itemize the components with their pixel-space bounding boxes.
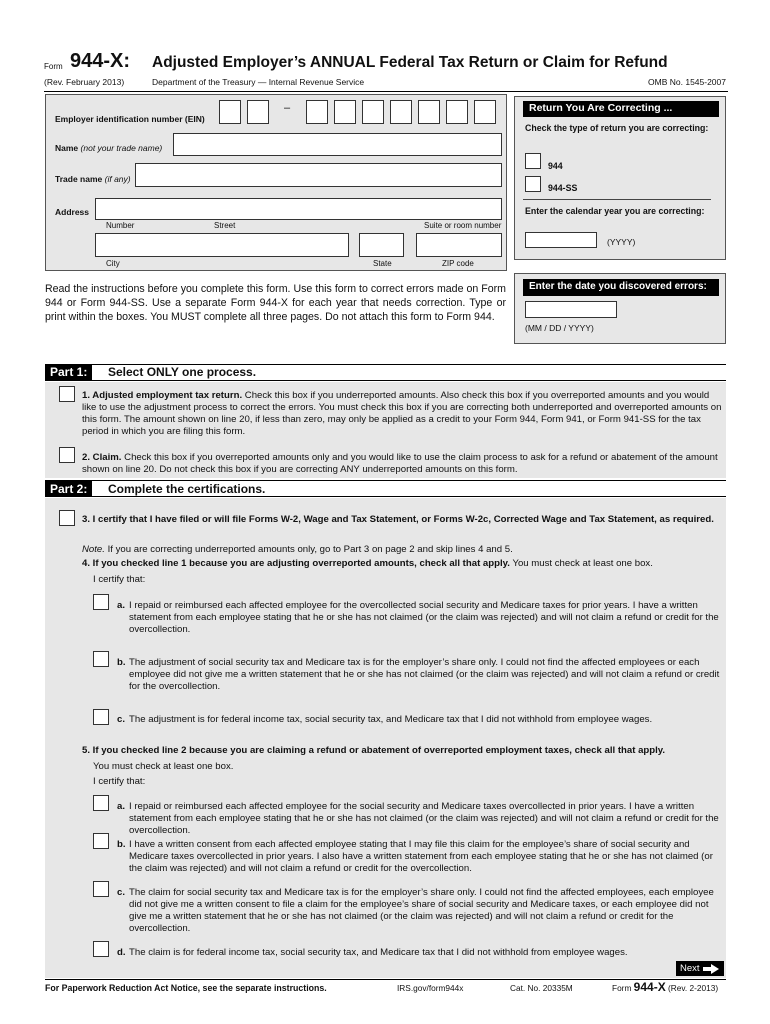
- footer-url: IRS.gov/form944x: [397, 983, 464, 993]
- revision-date: (Rev. February 2013): [44, 77, 125, 87]
- catalog-number: Cat. No. 20335M: [510, 983, 573, 993]
- line-2-text: 2. Claim. Check this box if you overreported amounts only and you would like to use the claim process to ask for a refund or abatement of the amount shown on line 20. Do not check this box if you are correcting ANY underreported amounts on this form.: [82, 452, 718, 475]
- line-3-note: Note. If you are correcting underreported amounts only, go to Part 3 on page 2 and skip lines 4 and 5.: [82, 544, 513, 555]
- ein-digit-1[interactable]: [219, 100, 241, 124]
- ein-label: Employer identification number (EIN): [55, 114, 205, 124]
- form-header: [44, 46, 728, 92]
- footer-form-id: Form 944-X (Rev. 2-2013): [612, 980, 719, 994]
- label-944-ss: 944-SS: [548, 183, 578, 193]
- zip-caption: ZIP code: [442, 259, 474, 268]
- trade-name-field[interactable]: [135, 163, 502, 187]
- line-3-checkbox[interactable]: [59, 510, 75, 526]
- line-1-text: 1. Adjusted employment tax return. Check this box if you underreported amounts. Also check this box if you overreported amounts and you would like to use the adjustment process to correct the errors. You must check this box if you are correcting both underreported and overreported amounts on this form. The amount shown on line 20, if less than zero, may only be applied as a credit to your Form 944, Form 941, or Form 941-SS for the tax period in which you are filing this form.: [82, 390, 722, 437]
- trade-name-label: Trade name (if any): [55, 174, 131, 184]
- year-format: (YYYY): [607, 237, 636, 247]
- header-rule: [44, 91, 728, 92]
- ein-digit-4[interactable]: [334, 100, 356, 124]
- number-caption: Number: [106, 221, 135, 230]
- calendar-year-text: Enter the calendar year you are correcting:: [525, 206, 705, 216]
- line-5d-letter: d.: [117, 947, 126, 958]
- return-correcting-panel: [514, 96, 726, 260]
- address-street-field[interactable]: [95, 198, 502, 220]
- zip-field[interactable]: [416, 233, 502, 257]
- instructions-text: Read the instructions before you complete this form. Use this form to correct errors made on Form 944 or Form 944-SS. Use a separate Form 944-X for each year that needs correction. Type or print within the boxes. You MUST complete all three pages. Do not attach this form to Form 944.: [45, 283, 506, 323]
- employer-info-box: [45, 94, 507, 271]
- line-4c-text: The adjustment is for federal income tax, social security tax, and Medicare tax that I did not withhold from employee wages.: [129, 714, 653, 725]
- return-correcting-heading: Return You Are Correcting ...: [523, 101, 719, 117]
- ein-digit-5[interactable]: [362, 100, 384, 124]
- line-5-text: 5. If you checked line 2 because you are claiming a refund or abatement of overreported employment taxes, check all that apply.: [82, 745, 666, 756]
- paperwork-notice: For Paperwork Reduction Act Notice, see the separate instructions.: [45, 983, 327, 993]
- part-2-label: Part 2:: [45, 481, 92, 497]
- city-field[interactable]: [95, 233, 349, 257]
- line-4-text: 4. If you checked line 1 because you are adjusting overreported amounts, check all that apply. You must check at least one box.: [82, 558, 653, 569]
- check-type-text: Check the type of return you are correcting:: [525, 123, 709, 133]
- name-label: Name (not your trade name): [55, 143, 163, 153]
- next-page-button[interactable]: [676, 961, 724, 976]
- ein-digit-7[interactable]: [418, 100, 440, 124]
- line-5c-checkbox[interactable]: [93, 881, 109, 897]
- date-discovered-panel: [514, 273, 726, 344]
- line-5-certify: I certify that:: [93, 776, 146, 787]
- form-number: 944-X:: [70, 50, 131, 72]
- line-4b-letter: b.: [117, 657, 126, 668]
- state-caption: State: [373, 259, 392, 268]
- part-1-title: Select ONLY one process.: [108, 365, 257, 379]
- ein-digit-3[interactable]: [306, 100, 328, 124]
- ein-dash: –: [284, 102, 291, 114]
- line-5d-text: The claim is for federal income tax, social security tax, and Medicare tax that I did not withhold from employee wages.: [129, 947, 628, 958]
- date-discovered-heading: Enter the date you discovered errors:: [523, 279, 719, 296]
- state-field[interactable]: [359, 233, 404, 257]
- part-2-header: [45, 480, 726, 497]
- ein-digit-8[interactable]: [446, 100, 468, 124]
- ein-digit-6[interactable]: [390, 100, 412, 124]
- date-format: (MM / DD / YYYY): [525, 323, 594, 333]
- date-discovered-field[interactable]: [525, 301, 617, 318]
- calendar-year-field[interactable]: [525, 232, 597, 248]
- line-4-certify: I certify that:: [93, 574, 146, 585]
- line-5c-text: The claim for social security tax and Medicare tax is for the employer’s share only. I could not find the affected employees, each employee did not give me a written consent to file a claim for the employee’s share of social security and Medicare taxes, or each employee did not give me a written statement that he or she has not claimed (or the claim was rejected) and will not claim a refund or credit for the overcollection.: [129, 887, 714, 934]
- line-5c-letter: c.: [117, 887, 126, 898]
- form-title: Adjusted Employer’s ANNUAL Federal Tax Return or Claim for Refund: [152, 54, 668, 71]
- line-4a-checkbox[interactable]: [93, 594, 109, 610]
- line-4a-letter: a.: [117, 600, 126, 611]
- address-label: Address: [55, 207, 90, 217]
- street-caption: Street: [214, 221, 236, 230]
- name-field[interactable]: [173, 133, 502, 156]
- label-944: 944: [548, 161, 563, 171]
- line-5a-checkbox[interactable]: [93, 795, 109, 811]
- line-4c-letter: c.: [117, 714, 126, 725]
- part-1-header: [45, 364, 726, 381]
- line-2-checkbox[interactable]: [59, 447, 75, 463]
- line-5b-letter: b.: [117, 839, 126, 850]
- line-5-sub: You must check at least one box.: [93, 761, 234, 772]
- suite-caption: Suite or room number: [424, 221, 502, 230]
- line-4b-checkbox[interactable]: [93, 651, 109, 667]
- city-caption: City: [106, 259, 120, 268]
- ein-digit-9[interactable]: [474, 100, 496, 124]
- panel-divider: [523, 199, 711, 200]
- line-4b-text: The adjustment of social security tax and Medicare tax is for the employer’s share only. I could not find the affected employees or each employee did not give me a written statement that he or she has not claimed (or the claim was rejected) and will not claim a refund or credit for the overcollection.: [129, 657, 720, 692]
- line-5a-text: I repaid or reimbursed each affected employee for the social security and Medicare taxes overcollected in prior years. I have a written statement from each employee stating that he or she has not claimed (or the claim was rejected) and will not claim a refund or credit for the overcollection.: [129, 801, 719, 836]
- line-4a-text: I repaid or reimbursed each affected employee for the overcollected social security and Medicare taxes for prior years. I have a written statement from each employee stating that he or she has not claimed (or the claim was rejected) and will not claim a refund or credit for the overcollection.: [129, 600, 719, 635]
- line-4c-checkbox[interactable]: [93, 709, 109, 725]
- ein-digit-2[interactable]: [247, 100, 269, 124]
- line-1-checkbox[interactable]: [59, 386, 75, 402]
- line-5a-letter: a.: [117, 801, 126, 812]
- line-3-text: 3. I certify that I have filed or will file Forms W-2, Wage and Tax Statement, or Forms W-2c, Corrected Wage and Tax Statement, as required.: [82, 514, 714, 525]
- form-word: Form: [44, 62, 63, 71]
- next-label: Next: [680, 963, 700, 974]
- checkbox-944-ss[interactable]: [525, 176, 541, 192]
- part-1-label: Part 1:: [45, 364, 92, 380]
- department: Department of the Treasury — Internal Revenue Service: [152, 77, 365, 87]
- line-5d-checkbox[interactable]: [93, 941, 109, 957]
- part-2-title: Complete the certifications.: [108, 482, 266, 496]
- omb-number: OMB No. 1545-2007: [648, 77, 726, 87]
- arrow-right-icon: [703, 964, 719, 974]
- checkbox-944[interactable]: [525, 153, 541, 169]
- line-5b-text: I have a written consent from each affected employee stating that I may file this claim for the employee’s share of social security and Medicare taxes overcollected in prior years. I also have a written statement from each employee stating that he or she has not claimed (or the claim was rejected) and will not claim a refund or credit for the overcollection.: [129, 839, 713, 874]
- line-5b-checkbox[interactable]: [93, 833, 109, 849]
